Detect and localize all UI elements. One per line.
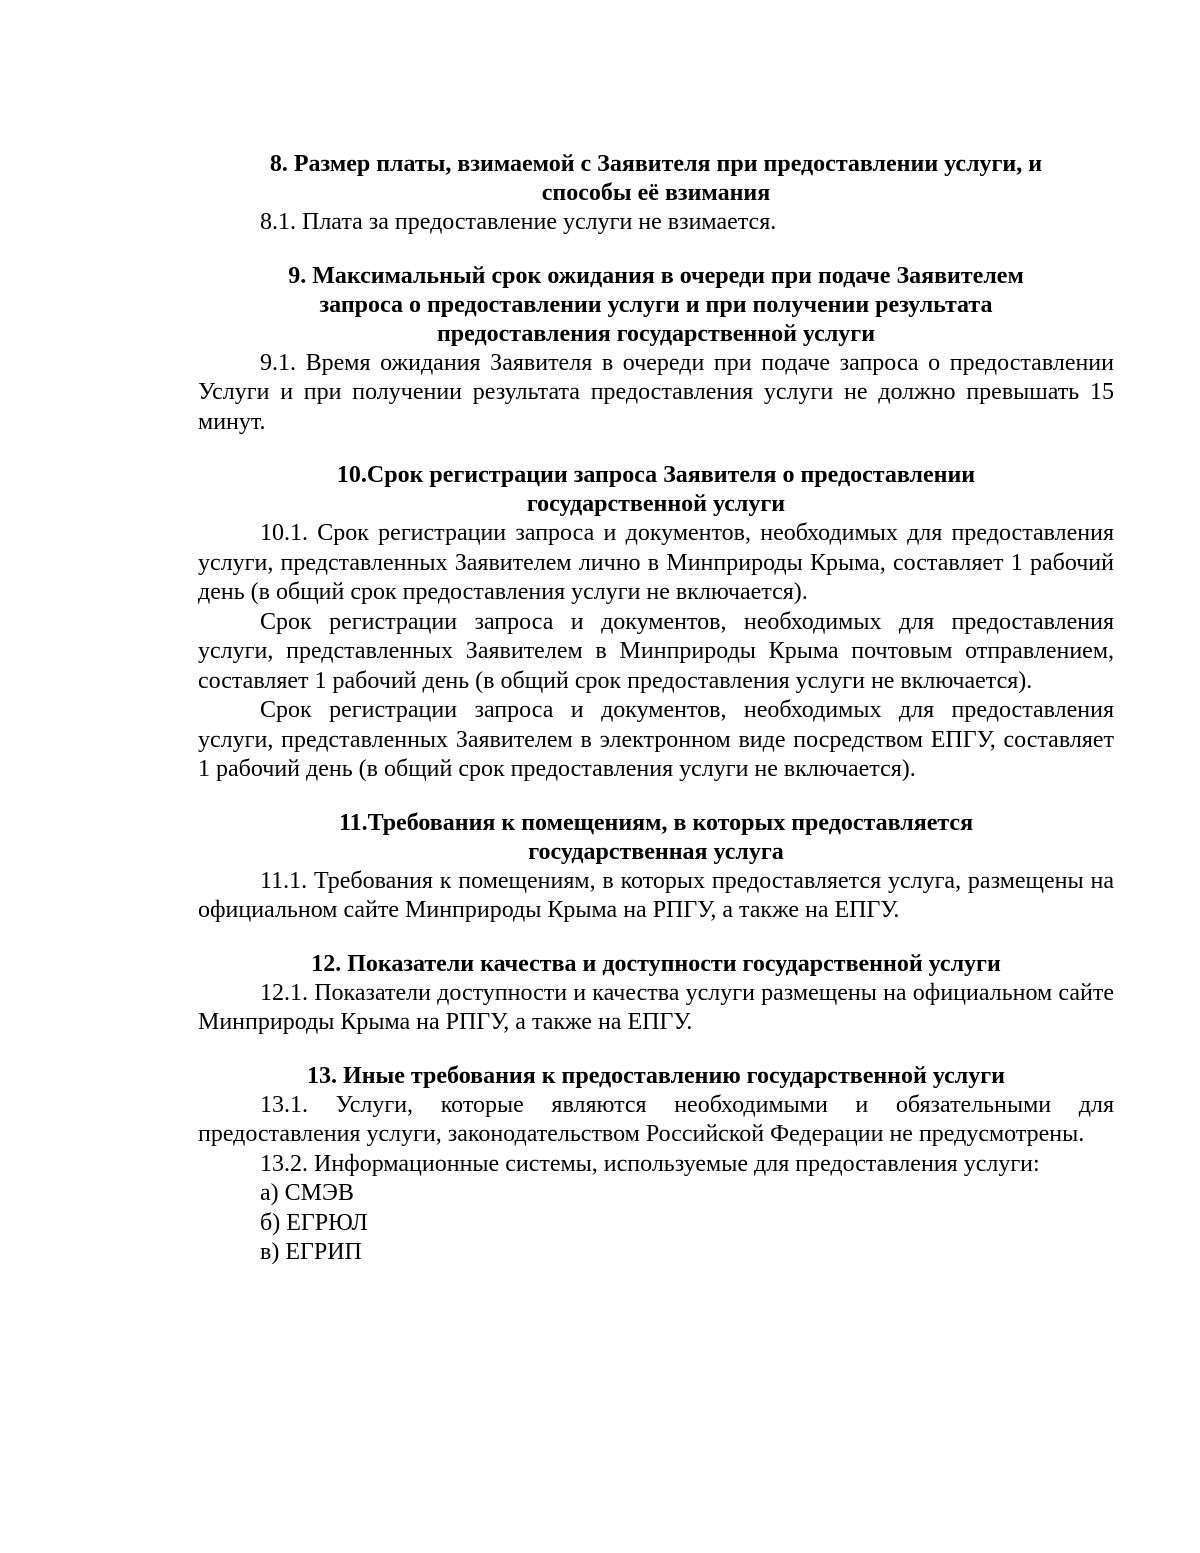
heading-line: государственная услуга [528, 838, 784, 865]
section-gap [198, 238, 1114, 262]
list-item: в) ЕГРИП [260, 1239, 362, 1265]
section-heading [198, 950, 1114, 979]
paragraph: Срок регистрации запроса и документов, необходимых для предоставления услуги, представленных Заявителем в электронном виде посредством ЕПГУ, составляет 1 рабочий день (в общий срок предоставления услуги не включается). [198, 697, 1114, 782]
paragraph: 12.1. Показатели доступности и качества услуги размещены на официальном сайте Минприроды Крыма на РПГУ, а также на ЕПГУ. [198, 979, 1114, 1035]
section-8 [198, 150, 1114, 238]
section-12 [198, 950, 1114, 1038]
heading-line: 13. Иные требования к предоставлению государственной услуги [307, 1062, 1005, 1089]
section-11 [198, 809, 1114, 926]
section-heading [198, 1062, 1114, 1091]
section-heading [198, 262, 1114, 349]
heading-line: 11.Требования к помещениям, в которых предоставляется [338, 809, 974, 836]
section-9 [198, 262, 1114, 438]
paragraph: 9.1. Время ожидания Заявителя в очереди при подаче запроса о предоставлении Услуги и при получении результата предоставления услуги не должно превышать 15 минут. [198, 349, 1114, 435]
heading-line: предоставления государственной услуги [436, 320, 876, 347]
heading-line: 10.Срок регистрации запроса Заявителя о предоставлении [336, 462, 976, 488]
list-item: а) СМЭВ [260, 1180, 354, 1206]
heading-line: запроса о предоставлении услуги и при получении результата [319, 291, 993, 318]
section-13 [198, 1062, 1114, 1268]
paragraph: Срок регистрации запроса и документов, необходимых для предоставления услуги, представленных Заявителем в Минприроды Крыма почтовым отправлением, составляет 1 рабочий день (в общий срок предоставления услуги не включается). [198, 608, 1114, 694]
heading-line: 9. Максимальный срок ожидания в очереди при подаче Заявителем [288, 262, 1024, 289]
section-heading [198, 461, 1114, 519]
section-gap [198, 437, 1114, 461]
heading-line: 12. Показатели качества и доступности государственной услуги [311, 950, 1001, 977]
section-gap [198, 785, 1114, 809]
heading-line: способы её взимания [541, 180, 771, 206]
section-gap [198, 1038, 1114, 1062]
section-10 [198, 461, 1114, 785]
section-gap [198, 926, 1114, 950]
section-heading [198, 150, 1114, 208]
paragraph: 8.1. Плата за предоставление услуги не взимается. [260, 209, 777, 235]
paragraph: 10.1. Срок регистрации запроса и документов, необходимых для предоставления услуги, представленных Заявителем лично в Минприроды Крыма, составляет 1 рабочий день (в общий срок предоставления услуги не включается). [198, 520, 1114, 605]
heading-line: 8. Размер платы, взимаемой с Заявителя при предоставлении услуги, и [269, 151, 1043, 177]
document-body [198, 150, 1114, 1268]
paragraph: 13.2. Информационные системы, используемые для предоставления услуги: [260, 1150, 1040, 1177]
list-item: б) ЕГРЮЛ [260, 1209, 368, 1236]
paragraph: 13.1. Услуги, которые являются необходимыми и обязательными для предоставления услуги, законодательством Российской Федерации не предусмотрены. [198, 1091, 1114, 1147]
heading-line: государственной услуги [526, 491, 786, 517]
paragraph: 11.1. Требования к помещениям, в которых предоставляется услуга, размещены на официальном сайте Минприроды Крыма на РПГУ, а также на ЕПГУ. [198, 867, 1114, 923]
section-heading [198, 809, 1114, 867]
